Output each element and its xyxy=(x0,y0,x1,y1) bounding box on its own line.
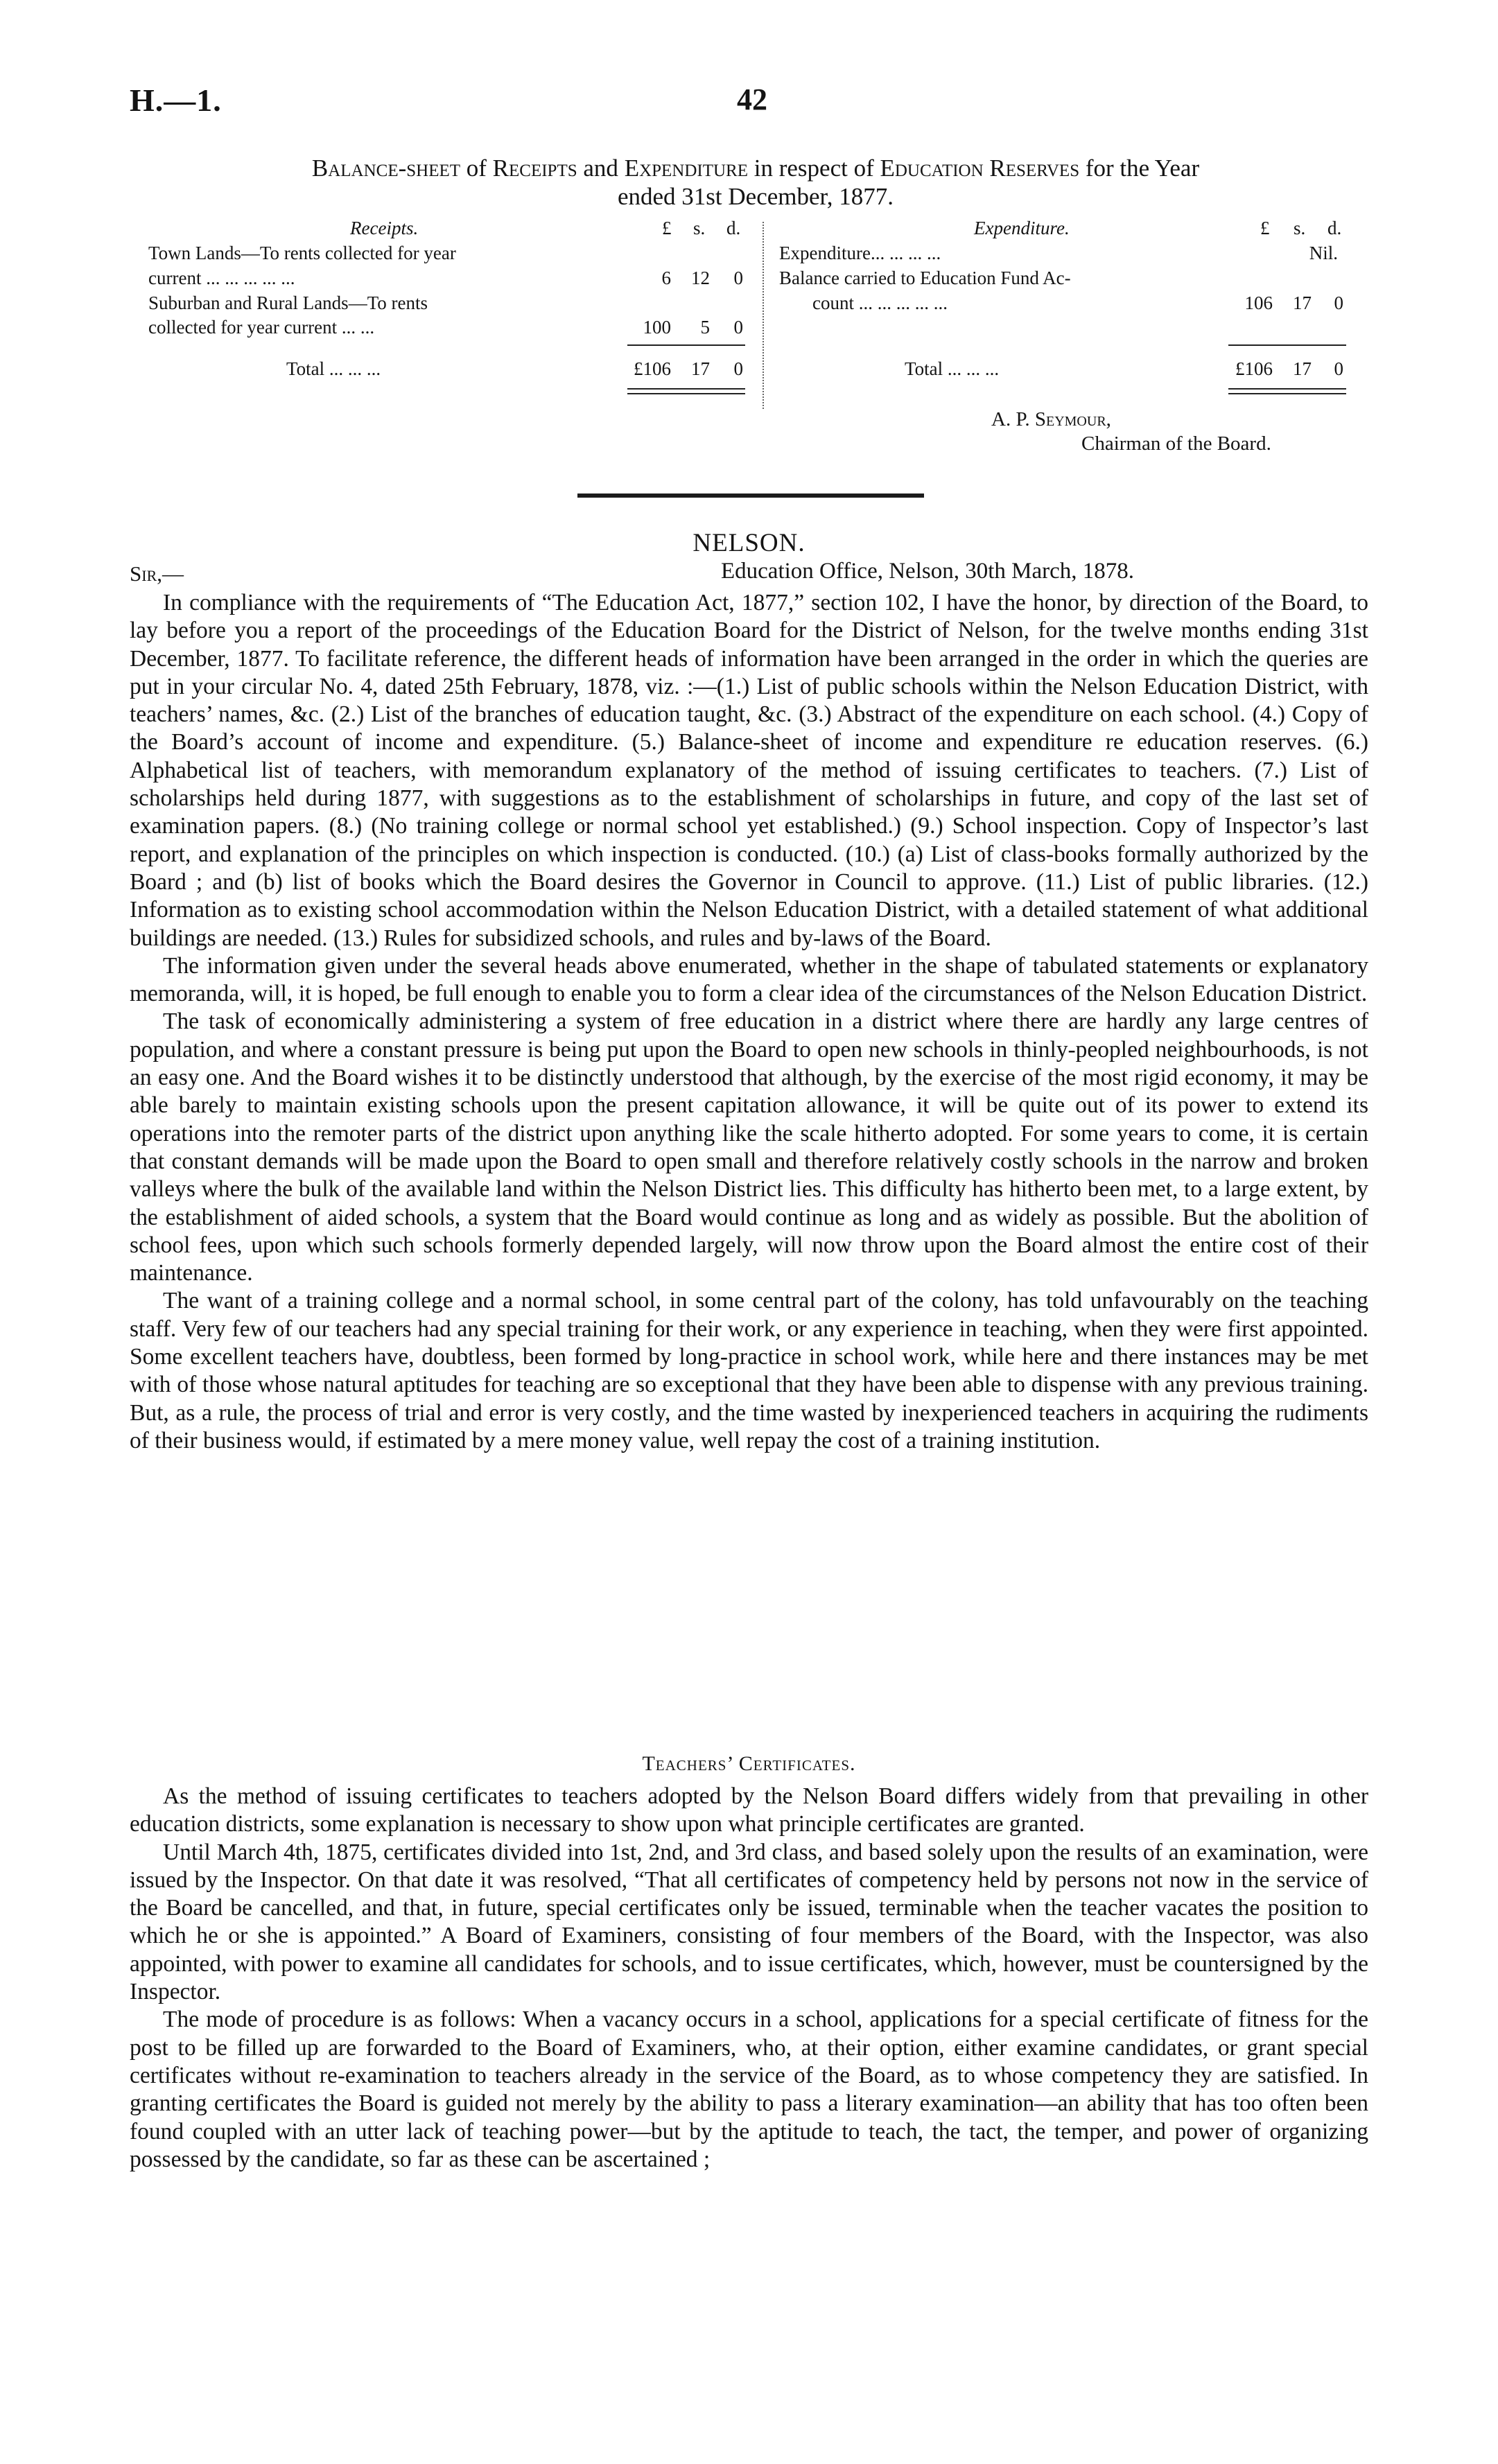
expenditure-heading: Expenditure. xyxy=(974,218,1070,238)
title-part: in respect of xyxy=(748,155,880,182)
document-code: H.—1. xyxy=(130,82,222,118)
body-paragraph: The information given under the several heads above enumerated, whether in the shape of tabulated statements or explanatory memoranda, will, it is hoped, be full enough to enable you to form a clear idea of the circumstances of the Nelson Education District. xyxy=(130,952,1368,1007)
expenditure-col-pounds: £ xyxy=(1260,218,1270,238)
receipt-row-2-line1: Suburban and Rural Lands—To rents xyxy=(148,292,428,313)
receipt-row-2-shillings: 5 xyxy=(700,317,710,338)
page-number: 42 xyxy=(737,82,767,116)
balance-sheet-title xyxy=(166,154,1345,211)
section-heading-certificates: Teachers’ Certificates. xyxy=(642,1752,856,1775)
body-paragraph: As the method of issuing certificates to teachers adopted by the Nelson Board differs widely from that prevailing in other education districts, some explanation is necessary to show upon what principle certificates are granted. xyxy=(130,1783,1368,1837)
receipt-row-1-line2: current ... ... ... ... ... xyxy=(148,268,295,288)
receipts-col-shillings: s. xyxy=(693,218,706,238)
expenditure-total-pence: 0 xyxy=(1334,358,1343,379)
expenditure-total-pounds: £106 xyxy=(1235,358,1273,379)
receipts-subtotal-rule xyxy=(627,344,745,346)
receipts-total-pence: 0 xyxy=(733,358,743,379)
letter-dateline: Education Office, Nelson, 30th March, 1878. xyxy=(721,559,1134,584)
balance-sheet-title-line1 xyxy=(166,154,1345,182)
receipts-total-rule-1 xyxy=(627,388,745,390)
expenditure-row-2-line2: count ... ... ... ... ... xyxy=(812,292,948,313)
receipt-row-1-pounds: 6 xyxy=(661,268,671,288)
signature-name: A. P. Seymour, xyxy=(991,408,1111,430)
expenditure-total-rule-1 xyxy=(1228,388,1346,390)
receipts-total-label: Total ... ... ... xyxy=(286,358,381,379)
expenditure-total-rule-2 xyxy=(1228,393,1346,394)
receipt-row-2-pounds: 100 xyxy=(643,317,671,338)
title-part: Receipts xyxy=(492,155,577,182)
receipts-heading: Receipts. xyxy=(350,218,419,238)
title-part: and xyxy=(577,155,625,182)
expenditure-total-shillings: 17 xyxy=(1293,358,1312,379)
signature-title: Chairman of the Board. xyxy=(1081,432,1271,455)
balance-sheet-title-line2: ended 31st December, 1877. xyxy=(617,183,894,210)
certificates-body xyxy=(130,1783,1368,2174)
title-part: of xyxy=(460,155,493,182)
salutation: Sir,— xyxy=(130,561,184,586)
title-part: Expenditure xyxy=(624,155,749,182)
receipts-col-pounds: £ xyxy=(662,218,672,238)
receipt-row-1-pence: 0 xyxy=(733,268,743,288)
section-heading-nelson: NELSON. xyxy=(693,529,805,557)
expenditure-total-label: Total ... ... ... xyxy=(905,358,1000,379)
body-paragraph: The task of economically administering a system of free education in a district where there are hardly any large centres of population, and where a constant pressure is being put upon the Board to open new schools in thinly-peopled neighbourhoods, is not an easy one. And the Board wishes it to be distinctly understood that although, by the exercise of the most rigid economy, it may be able barely to maintain existing schools upon the present capitation allowance, it will be quite out of its power to extend its operations into the remoter parts of the district upon anything like the scale hitherto adopted. For some years to come, it is certain that constant demands will be made upon the Board to open small and therefore relatively costly schools in the narrow and broken valleys where the bulk of the available land within the Nelson District lies. This difficulty has hitherto been met, to a large extent, by the establishment of aided schools, a system that the Board would continue as long and as widely as possible. But the abolition of school fees, upon which such schools formerly depended largely, will now throw upon the Board almost the entire cost of their maintenance. xyxy=(130,1008,1368,1286)
expenditure-subtotal-rule xyxy=(1228,344,1346,346)
receipt-row-1-shillings: 12 xyxy=(691,268,710,288)
expenditure-row-2-shillings: 17 xyxy=(1293,292,1312,313)
receipt-row-1-line1: Town Lands—To rents collected for year xyxy=(148,243,456,263)
receipts-total-pounds: £106 xyxy=(634,358,671,379)
section-divider xyxy=(577,493,924,498)
expenditure-row-2-pence: 0 xyxy=(1334,292,1343,313)
title-part: for the Year xyxy=(1079,155,1200,182)
receipts-total-shillings: 17 xyxy=(691,358,710,379)
expenditure-row-2-line1: Balance carried to Education Fund Ac- xyxy=(779,268,1071,288)
body-paragraph: Until March 4th, 1875, certificates divided into 1st, 2nd, and 3rd class, and based solely upon the results of an examination, were issued by the Inspector. On that date it was resolved, “That all certificates of competency held by persons not now in the service of the Board be cancelled, and that, in future, special certificates only be issued, terminable when the teacher vacates the position to which he or she is appointed.” A Board of Examiners, consisting of four members of the Board, with the Inspector, was also appointed, with power to examine all candidates for schools, and to issue certificates, which, however, must be countersigned by the Inspector. xyxy=(130,1839,1368,2005)
expenditure-row-1-amount: Nil. xyxy=(1309,243,1338,263)
receipt-row-2-pence: 0 xyxy=(733,317,743,338)
body-paragraph: In compliance with the requirements of “The Education Act, 1877,” section 102, I have the honor, by direction of the Board, to lay before you a report of the proceedings of the Education Board for the District of Nelson, for the twelve months ending 31st December, 1877. To facilitate reference, the different heads of information have been arranged in the order in which the queries are put in your circular No. 4, dated 25th February, 1878, viz. :—(1.) List of public schools within the Nelson Education District, with teachers’ names, &c. (2.) List of the branches of education taught, &c. (3.) Abstract of the expenditure on each school. (4.) Copy of the Board’s account of income and expenditure. (5.) Balance-sheet of income and expenditure re education reserves. (6.) Alphabetical list of teachers, with memorandum explanatory of the method of issuing certificates to teachers. (7.) List of scholarships held during 1877, with suggestions as to the establishment of scholarships in future, and copy of the last set of examination papers. (8.) (No training college or normal school yet established.) (9.) School inspection. Copy of Inspector’s last report, and explanation of the principles on which inspection is conducted. (10.) (a) List of class-books formally authorized by the Board ; and (b) list of books which the Board desires the Governor in Council to approve. (11.) List of public libraries. (12.) Information as to existing school accommodation within the Nelson Education District, with a detailed statement of what additional buildings are needed. (13.) Rules for subsidized schools, and rules and by-laws of the Board. xyxy=(130,590,1368,951)
title-part: Balance-sheet xyxy=(311,155,461,182)
body-paragraph: The mode of procedure is as follows: When a vacancy occurs in a school, applications for a special certificate of fitness for the post to be filled up are forwarded to the Board of Examiners, who, at their option, either examine candidates, or grant special certificates without re-examination to teachers already in the service of the Board, as to whose competency they are satisfied. In granting certificates the Board is guided not merely by the ability to pass a literary examination—an ability that has too often been found coupled with an utter lack of teaching power—but by the aptitude to teach, the tact, the temper, and power of organizing possessed by the candidate, so far as these can be ascertained ; xyxy=(130,2007,1368,2172)
letter-body xyxy=(130,589,1368,1455)
receipts-total-rule-2 xyxy=(627,393,745,394)
expenditure-row-2-pounds: 106 xyxy=(1244,292,1273,313)
expenditure-row-1-label: Expenditure... ... ... ... xyxy=(779,243,941,263)
expenditure-col-shillings: s. xyxy=(1294,218,1306,238)
expenditure-col-pence: d. xyxy=(1327,218,1342,238)
title-part: Education Reserves xyxy=(880,155,1080,182)
body-paragraph: The want of a training college and a normal school, in some central part of the colony, has told unfavourably on the teaching staff. Very few of our teachers had any special training for their work, or any experience in teaching, when they were first appointed. Some excellent teachers have, doubtless, been formed by long-practice in school work, while here and there instances may be met with of those whose natural aptitudes for teaching are so exceptional that they have been able to dispense with any previous training. But, as a rule, the process of trial and error is very costly, and the time wasted by inexperienced teachers in acquiring the rudiments of their business would, if estimated by a mere money value, well repay the cost of a training institution. xyxy=(130,1288,1368,1453)
receipts-col-pence: d. xyxy=(726,218,741,238)
balance-sheet-divider xyxy=(763,222,764,409)
receipt-row-2-line2: collected for year current ... ... xyxy=(148,317,375,338)
